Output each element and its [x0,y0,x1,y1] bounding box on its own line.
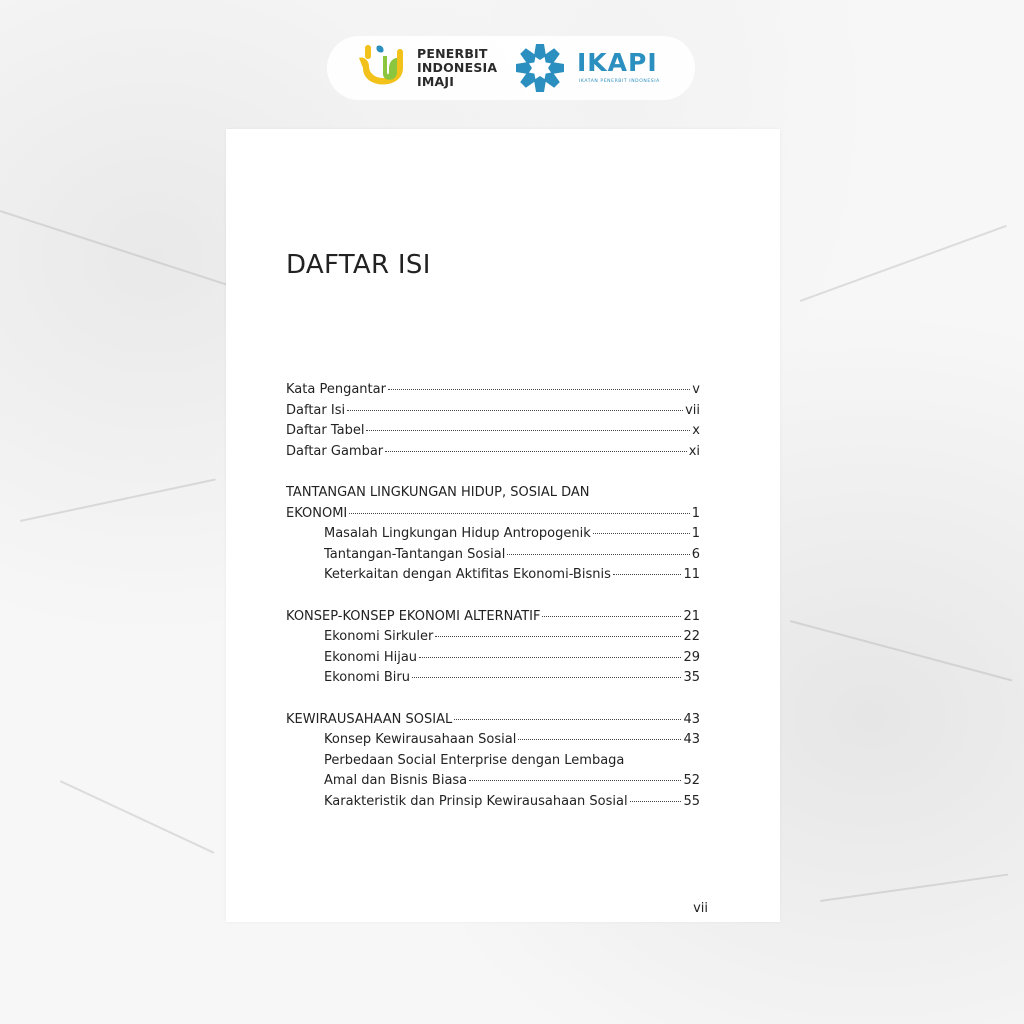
toc-dot-leader [507,554,689,555]
page-title: DAFTAR ISI [286,250,431,280]
marble-vein [790,620,1013,681]
toc-entry-page: 52 [683,773,700,789]
toc-dot-leader [518,739,681,740]
penerbit-imaji-logo-icon [357,42,409,94]
toc-entry-title: KEWIRAUSAHAAN SOSIAL [286,711,453,727]
ikapi-subtitle: IKATAN PENERBIT INDONESIA [579,79,660,84]
toc-entry-page: 35 [683,670,700,686]
marble-vein [20,478,216,522]
toc-entry[interactable] [286,565,700,586]
toc-entry-page: 21 [683,608,700,624]
toc-dot-leader [630,801,682,802]
toc-entry-title: EKONOMI [286,505,348,521]
publisher-logo-bar [327,36,695,100]
toc-entry-page: v [692,382,700,397]
toc-entry-title: Masalah Lingkungan Hidup Antropogenik [324,526,591,542]
toc-entry[interactable] [286,668,700,689]
toc-entry[interactable] [286,607,700,628]
toc-dot-leader [469,780,681,781]
publisher-name-line: PENERBIT [417,46,488,61]
toc-entry[interactable] [286,483,700,504]
toc-dot-leader [388,389,690,390]
toc-dot-leader [385,451,687,452]
toc-entry[interactable] [286,627,700,648]
toc-dot-leader [347,410,683,411]
toc-entry-title: Ekonomi Biru [324,670,410,686]
publisher-name-line: IMAJI [417,74,455,89]
toc-entry[interactable] [286,504,700,525]
toc-dot-leader [542,616,681,617]
toc-entry-title: Ekonomi Sirkuler [324,629,434,645]
toc-entry-page: 22 [683,629,700,645]
publisher-name [417,47,497,89]
toc-dot-leader [613,574,682,575]
toc-entry[interactable] [286,524,700,545]
toc-entry[interactable] [286,380,700,401]
toc-entry-page: xi [688,443,700,459]
toc-entry-page: 29 [683,649,700,665]
toc-entry-title: Ekonomi Hijau [324,649,418,665]
toc-entry-title: Perbedaan Social Enterprise dengan Lembaga [324,752,625,768]
toc-entry-title: KONSEP-KONSEP EKONOMI ALTERNATIF [286,608,541,624]
toc-entry-page: 1 [691,526,700,542]
publisher-name-line: INDONESIA [417,60,498,75]
toc-entry-title: Daftar Tabel [286,423,365,439]
toc-entry-title: Daftar Gambar [286,443,384,459]
book-page [226,129,780,922]
ikapi-wordmark: IKAPI [577,48,658,77]
toc-entry[interactable] [286,730,700,751]
toc-entry-title: Keterkaitan dengan Aktifitas Ekonomi-Bisnis [324,567,611,583]
toc-gap [286,586,700,607]
toc-dot-leader [435,636,681,637]
toc-entry[interactable] [286,401,700,422]
toc-dot-leader [454,719,681,720]
toc-entry-title: Kata Pengantar [286,382,386,397]
toc-entry[interactable] [286,442,700,463]
marble-vein [0,210,229,286]
marble-vein [820,874,1008,902]
toc-entry-title: TANTANGAN LINGKUNGAN HIDUP, SOSIAL DAN [286,484,590,500]
toc-entry[interactable] [286,648,700,669]
toc-entry-title: Konsep Kewirausahaan Sosial [324,732,517,748]
toc-entry-page: 11 [683,567,700,583]
toc-entry-page: 43 [683,711,700,727]
toc-dot-leader [412,677,682,678]
toc-entry[interactable] [286,792,700,813]
toc-dot-leader [593,533,690,534]
toc-entry[interactable] [286,771,700,792]
toc-entry-page: x [692,423,700,439]
toc-dot-leader [419,657,681,658]
marble-vein [800,225,1007,302]
toc-entry-page: vii [685,402,700,418]
toc-entry-page: 55 [683,793,700,809]
toc-gap [286,462,700,483]
table-of-contents [286,380,700,812]
toc-entry-title: Amal dan Bisnis Biasa [324,773,468,789]
toc-entry[interactable] [286,751,700,772]
marble-vein [60,780,215,854]
page-number: vii [693,901,708,916]
toc-entry-title: Karakteristik dan Prinsip Kewirausahaan Sosial [324,793,628,809]
toc-entry[interactable] [286,421,700,442]
toc-entry-title: Tantangan-Tantangan Sosial [324,546,506,562]
toc-entry-page: 43 [683,732,700,748]
ikapi-star-logo-icon [513,41,567,95]
toc-entry-page: 1 [691,505,700,521]
toc-gap [286,689,700,710]
toc-entry-title: Daftar Isi [286,402,346,418]
toc-dot-leader [366,430,690,431]
toc-dot-leader [349,513,689,514]
toc-entry[interactable] [286,710,700,731]
toc-entry[interactable] [286,545,700,566]
toc-entry-page: 6 [691,546,700,562]
